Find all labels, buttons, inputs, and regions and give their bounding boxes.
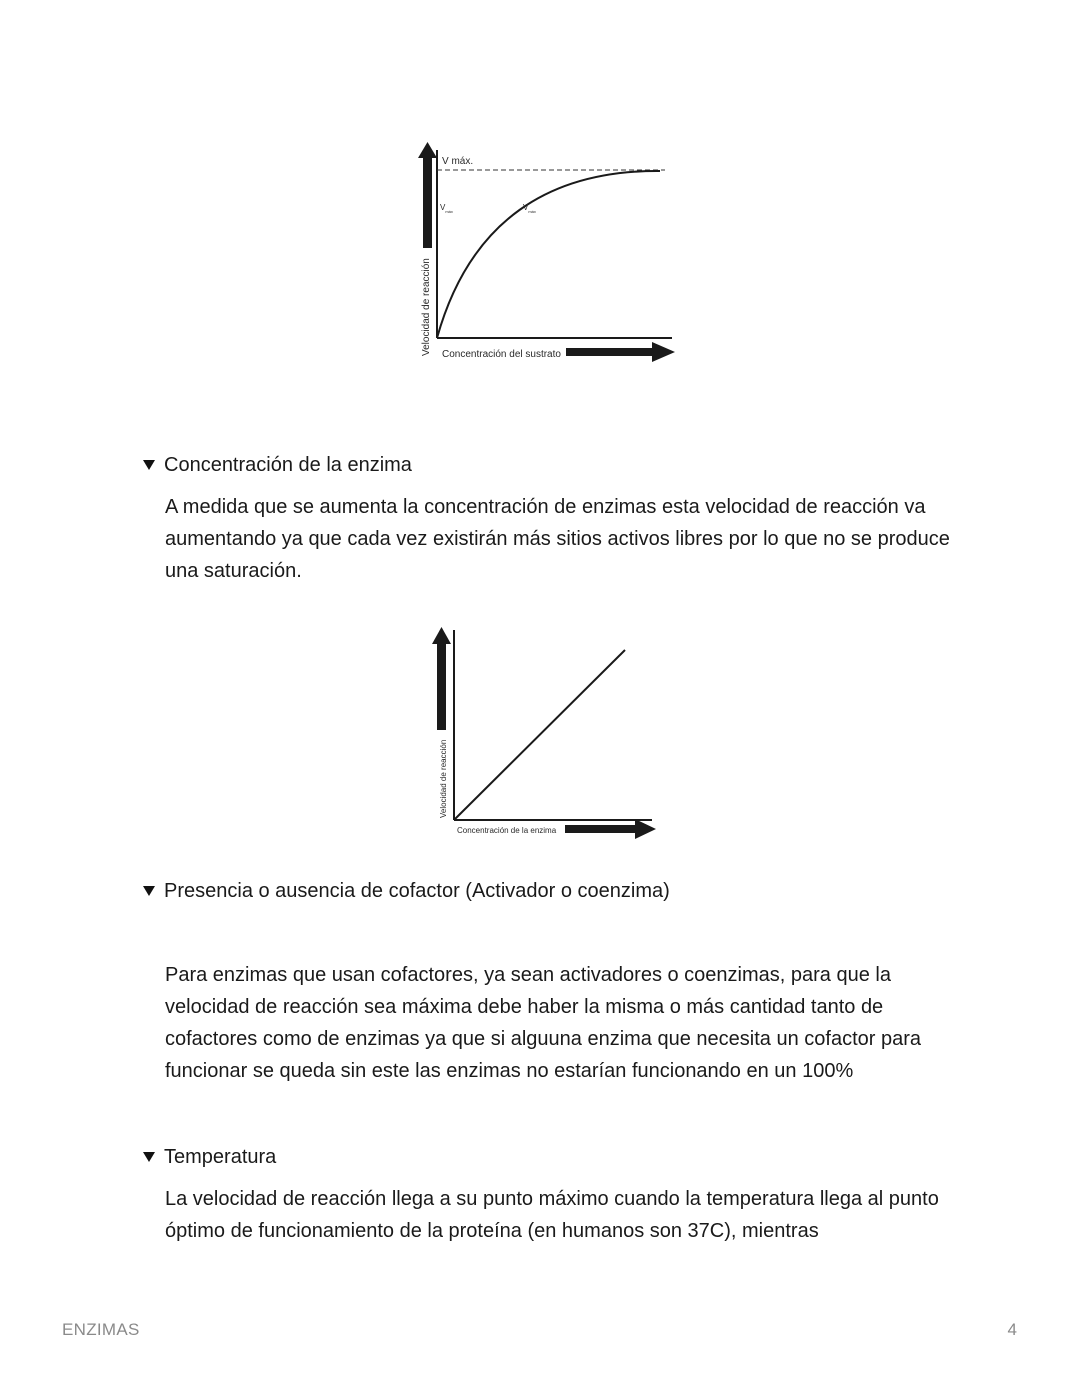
y-axis-arrow-head bbox=[418, 142, 437, 158]
page-number: 4 bbox=[1007, 1320, 1017, 1339]
footer-title: ENZIMAS bbox=[62, 1320, 140, 1339]
toggle-down-arrow-icon[interactable] bbox=[142, 884, 156, 898]
toggle-cofactor[interactable] bbox=[142, 879, 670, 903]
y-axis-label: Velocidad de reacción bbox=[421, 258, 432, 356]
x-axis-arrow-body bbox=[566, 348, 654, 356]
saturation-curve bbox=[437, 171, 660, 338]
x-axis-label: Concentración del sustrato bbox=[442, 349, 561, 360]
vmax-small-right: $V_{máx}$ bbox=[523, 203, 536, 214]
enzyme-concentration-svg bbox=[430, 622, 670, 842]
section-body: La velocidad de reacción llega a su punto máximo cuando la temperatura llega al punto óptimo de funcionamiento de la proteína (en humanos son 37C), mientras bbox=[165, 1188, 939, 1242]
y-axis-arrow-head bbox=[432, 627, 451, 644]
x-axis-label: Concentración de la enzima bbox=[457, 826, 557, 835]
toggle-temperatura[interactable] bbox=[142, 1145, 276, 1169]
toggle-down-arrow-icon[interactable] bbox=[142, 1150, 156, 1164]
toggle-heading: Temperatura bbox=[164, 1146, 277, 1168]
y-axis-label: Velocidad de reacción bbox=[439, 739, 448, 818]
substrate-saturation-svg bbox=[410, 140, 690, 370]
vmax-label: V máx. bbox=[442, 156, 474, 167]
toggle-concentracion-enzima[interactable] bbox=[142, 453, 412, 477]
y-axis-arrow-body bbox=[423, 156, 432, 248]
x-axis-arrow-body bbox=[565, 825, 637, 833]
toggle-heading: Concentración de la enzima bbox=[164, 454, 412, 476]
y-axis-arrow-body bbox=[437, 642, 446, 730]
enzyme-concentration-figure bbox=[430, 622, 670, 842]
x-axis-arrow-head bbox=[635, 819, 656, 839]
substrate-saturation-figure bbox=[410, 140, 690, 370]
linear-trend-line bbox=[454, 650, 625, 820]
toggle-down-arrow-icon[interactable] bbox=[142, 458, 156, 472]
section-body: Para enzimas que usan cofactores, ya sean activadores o coenzimas, para que la velocidad de reacción sea máxima debe haber la misma o más cantidad tanto de cofactores como de enzimas ya que si alguuna enzima que necesita un cofactor para funcionar se queda sin este las enzimas no estarían funcionando en un 100% bbox=[165, 964, 921, 1082]
vmax-small-left: $V_{máx}$ bbox=[440, 203, 453, 214]
toggle-heading: Presencia o ausencia de cofactor (Activador o coenzima) bbox=[164, 880, 670, 902]
x-axis-arrow-head bbox=[652, 342, 675, 362]
section-body: A medida que se aumenta la concentración de enzimas esta velocidad de reacción va aumentando ya que cada vez existirán más sitios activos libres por lo que no se produce una saturación. bbox=[165, 496, 950, 582]
